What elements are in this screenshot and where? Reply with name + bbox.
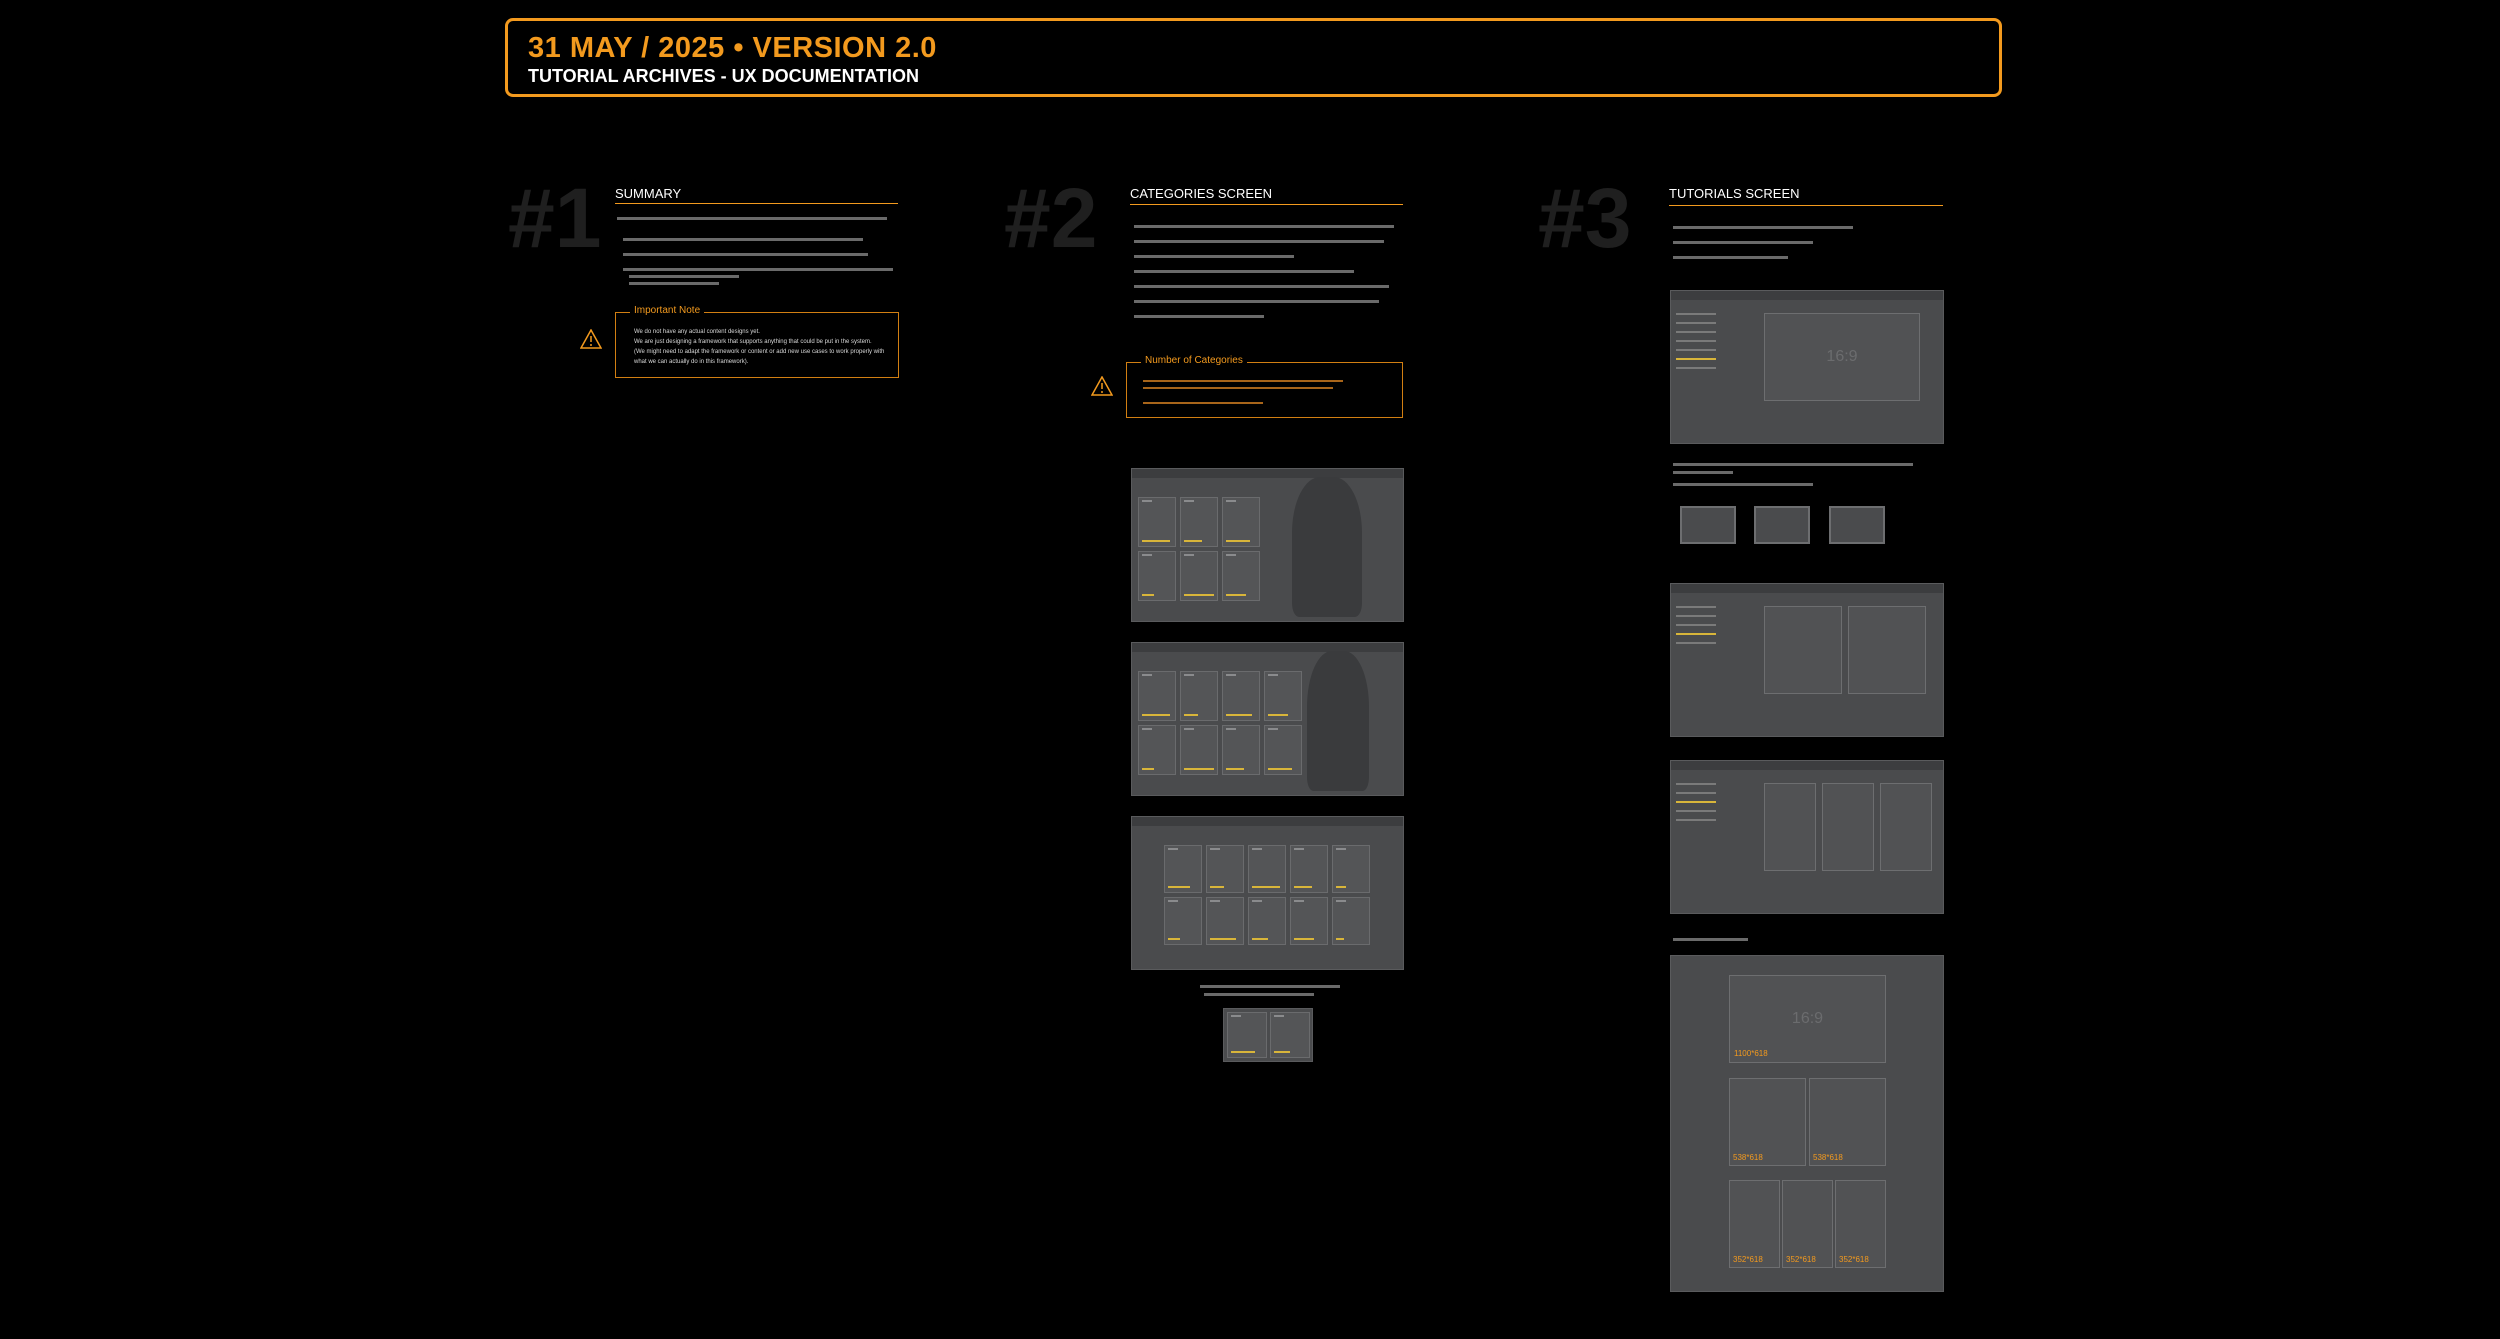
video-placeholder bbox=[1764, 313, 1920, 401]
small-size-label: 352*618 bbox=[1839, 1255, 1869, 1264]
section-2-bullets bbox=[1134, 225, 1399, 318]
document-subtitle: TUTORIAL ARCHIVES - UX DOCUMENTATION bbox=[528, 66, 919, 86]
sizes-caption bbox=[1673, 938, 1748, 941]
date-version-title: 31 MAY / 2025 • VERSION 2.0 bbox=[528, 32, 937, 64]
section-3-bullets bbox=[1673, 226, 1938, 259]
progression-card-example bbox=[1223, 1008, 1313, 1062]
note-line: what we can actually do in this framework). bbox=[634, 359, 749, 365]
number-of-categories-box bbox=[1126, 355, 1403, 418]
section-2-number: #2 bbox=[1004, 171, 1098, 265]
layout-thumb-1 bbox=[1680, 506, 1736, 544]
layout-thumb-3 bbox=[1829, 506, 1885, 544]
important-note-body bbox=[634, 327, 884, 367]
categories-mockup-8 bbox=[1131, 642, 1404, 796]
important-note-box bbox=[615, 305, 899, 378]
ratio-label: 16:9 bbox=[1791, 1010, 1824, 1027]
important-note-title: Important Note bbox=[630, 305, 704, 316]
document-header bbox=[505, 18, 2002, 97]
section-1-title: SUMMARY bbox=[615, 186, 682, 201]
section-1-number: #1 bbox=[508, 171, 602, 265]
warning-icon bbox=[1091, 376, 1113, 396]
medium-size-label: 538*618 bbox=[1813, 1153, 1843, 1162]
note-line: We are just designing a framework that supports anything that could be put in the system. bbox=[634, 339, 872, 345]
categories-mockup-6 bbox=[1131, 468, 1404, 622]
tutorial-mockup-two bbox=[1670, 583, 1944, 737]
progression-caption bbox=[1200, 985, 1340, 996]
section-3-title: TUTORIALS SCREEN bbox=[1669, 186, 1800, 201]
section-3-rule bbox=[1669, 205, 1943, 206]
medium-size-label: 538*618 bbox=[1733, 1153, 1763, 1162]
section-2-title: CATEGORIES SCREEN bbox=[1130, 186, 1273, 201]
ratio-label: 16:9 bbox=[1826, 348, 1858, 365]
small-size-label: 352*618 bbox=[1733, 1255, 1763, 1264]
layout-thumb-2 bbox=[1754, 506, 1810, 544]
section-3-mid-text bbox=[1673, 463, 1923, 486]
section-3-number: #3 bbox=[1538, 171, 1632, 265]
categories-mockup-10 bbox=[1131, 816, 1404, 970]
tutorial-mockup-three bbox=[1670, 760, 1944, 914]
note-line: We do not have any actual content designs yet. bbox=[634, 329, 760, 335]
section-1-intro bbox=[617, 215, 897, 285]
tutorial-mockup-single bbox=[1670, 290, 1944, 444]
number-of-categories-title: Number of Categories bbox=[1141, 355, 1247, 366]
large-size-label: 1100*618 bbox=[1734, 1049, 1768, 1058]
small-size-label: 352*618 bbox=[1786, 1255, 1816, 1264]
section-2-rule bbox=[1130, 204, 1403, 205]
tutorial-sizes-mockup bbox=[1670, 955, 1944, 1292]
warning-icon bbox=[580, 329, 602, 349]
note-line: (We might need to adapt the framework or content or add new use cases to work properly with bbox=[634, 349, 885, 355]
section-1-rule bbox=[615, 203, 898, 204]
